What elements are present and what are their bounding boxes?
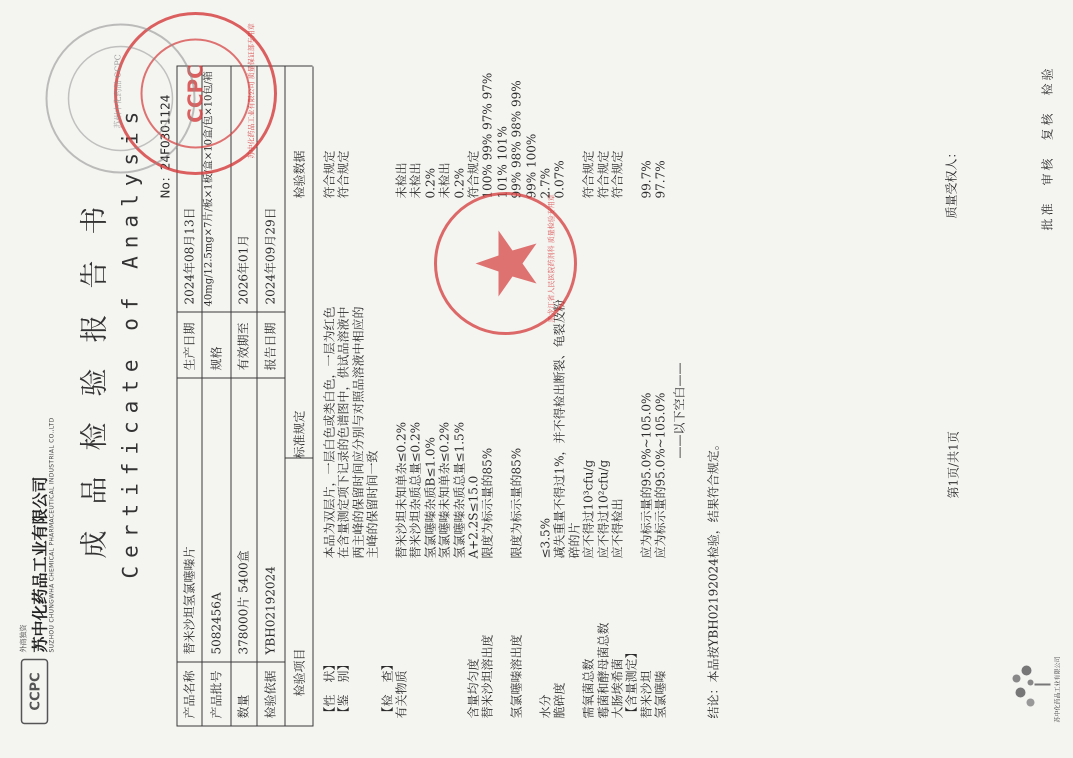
row-result: 0.2% (451, 167, 466, 198)
row-standard: 限度为标示量的85% (480, 447, 495, 558)
row-result: 符合规定 (322, 149, 336, 198)
svg-text:CCPC: CCPC (183, 63, 207, 123)
row-item: 大肠埃希菌 (610, 657, 624, 718)
mfg-date: 2024年08月13日 (182, 206, 196, 304)
row-result: 99% 98% 98% 99% (509, 79, 524, 198)
row-result: 0.07% (552, 159, 567, 198)
conclusion: 结论：本品按YBH02192024检验，结果符合规定。 (706, 437, 720, 718)
expiry-date: 2026年01月 (236, 234, 250, 304)
company-name-en: SUZHOU CHUNGWHA CHEMICAL PHARMACEUTICAL INDUSTRIAL CO.,LTD (48, 416, 55, 652)
row-standard: 碎的片 (566, 521, 581, 558)
basis-value: YBH02192024 (263, 565, 277, 654)
gray-seal-text: 苏州中化药品 CCPC (113, 53, 122, 128)
row-item: 有关物质 (394, 669, 408, 718)
gray-seal (40, 18, 200, 178)
row-standard: 氢氯噻嗪未知单杂≤0.2% (437, 421, 452, 558)
quantity-label: 数量 (236, 693, 250, 718)
spec-value: 40mg/12.5mg×7片/板×1板/盒×10盒/包×10包/箱 (203, 70, 214, 306)
report-date: 2024年09月29日 (263, 206, 277, 304)
row-item: 氢氯噻嗪 (653, 669, 668, 718)
row-standard: 减失重量不得过1%，并不得检出断裂、龟裂及粉 (552, 298, 567, 558)
red-seal-big-text: 苏中化药品工业有限公司 质量保证部专用章 (247, 22, 255, 158)
row-result: 未检出 (408, 161, 423, 198)
row-item: 替米沙坦溶出度 (480, 633, 495, 718)
report-number: No：24F0301124 (158, 94, 172, 198)
row-result: 未检出 (394, 161, 408, 198)
row-item: 需氧菌总数 (581, 657, 596, 718)
bottom-logo-text: 苏中化药品工业有限公司 (1054, 655, 1061, 722)
red-seal-small-text: 黑龙江省人民医院药剂科 质量检验专用章 (547, 193, 555, 322)
header-result: 检验数据 (292, 149, 306, 198)
row-result: 99.7% (638, 159, 653, 198)
header-standard: 标准规定 (292, 409, 306, 458)
row-result: 2.7% (538, 167, 552, 198)
row-result: 99% 100% (523, 133, 538, 198)
row-result: 符合规定 (581, 149, 596, 198)
row-standard: 氢氯噻嗪杂质总量≤1.5% (451, 421, 466, 558)
company-logo (20, 658, 48, 724)
basis-label: 检验依据 (263, 669, 277, 718)
qa-label: 质量受权人： (944, 145, 958, 218)
batch-number: 5082456A (209, 591, 223, 654)
row-standard: 应不得检出 (610, 497, 624, 558)
row-standard: 应为标示量的95.0%~105.0% (653, 392, 668, 558)
batch-label: 产品批号 (209, 669, 223, 718)
mfg-date-label: 生产日期 (182, 321, 196, 370)
row-standard: 应不得过10³cfu/g (581, 459, 596, 558)
row-item: 霉菌和酵母菌总数 (595, 621, 610, 718)
expiry-label: 有效期至 (236, 321, 250, 370)
row-result: 未检出 (437, 161, 452, 198)
row-item: 含量均匀度 (466, 657, 480, 718)
title-en: Certificate of Analysis (118, 103, 142, 578)
product-name-label: 产品名称 (182, 669, 196, 718)
row-item: 【检 查】 (379, 657, 394, 718)
row-result: 符合规定 (336, 149, 351, 198)
report-date-label: 报告日期 (263, 321, 277, 370)
row-result: 100% 99% 97% 97% (480, 72, 495, 198)
product-name: 替米沙坦氢氯噻嗪片 (182, 545, 196, 654)
row-standard: 应为标示量的95.0%~105.0% (638, 392, 653, 558)
row-item: 【含量测定】 (624, 645, 639, 718)
row-standard: 本品为双层片，一层白色或类白色，一层为红色 (322, 305, 336, 558)
approvals-line: 批准 审核 复核 检验 (1040, 64, 1054, 230)
company-tag: 外商独资 (19, 624, 27, 652)
row-result: 0.2% (422, 167, 437, 198)
row-standard: 氢氯噻嗪杂质B≤1.0% (422, 436, 437, 558)
bottom-logo (1004, 642, 1064, 722)
row-standard: 应不得过10²cfu/g (595, 459, 610, 558)
row-standard: ≤3.5% (538, 517, 552, 558)
row-standard: 两主峰的保留时间应分别与对照品溶液中相应的 (350, 305, 365, 558)
row-result: 101% 101% (494, 125, 509, 198)
row-item: 【性 状】 (322, 657, 336, 718)
header-item: 检验项目 (292, 647, 306, 696)
row-result: 符合规定 (466, 149, 480, 198)
row-standard: 在含量测定项下记录的色谱图中，供试品溶液中 (336, 305, 351, 558)
page-number: 第1页/共1页 (946, 430, 960, 498)
row-standard: 限度为标示量的85% (509, 447, 524, 558)
row-result: 符合规定 (610, 149, 624, 198)
row-item: 脆碎度 (552, 681, 567, 718)
title-cn: 成品检验报告书 (77, 179, 110, 558)
row-item: 水分 (538, 693, 552, 718)
quantity-value: 378000片 5400盒 (236, 549, 250, 654)
row-result: 符合规定 (595, 149, 610, 198)
row-standard: A+2.2S≤15.0 (466, 475, 480, 558)
row-result: 97.7% (653, 159, 668, 198)
row-item: 替米沙坦 (638, 669, 653, 718)
row-standard: 主峰的保留时间一致 (365, 449, 380, 558)
spec-label: 规格 (209, 345, 223, 370)
row-item: 氢氯噻嗪溶出度 (509, 633, 524, 718)
company-name: 苏中化药品工业有限公司 (30, 475, 49, 652)
red-seal-small (430, 188, 580, 338)
svg-text:CCPC: CCPC (28, 671, 43, 711)
end-marker: ——以下空白—— (672, 361, 686, 458)
row-item: 【鉴 别】 (336, 657, 351, 718)
row-standard: 替米沙坦未知单杂≤0.2% (394, 421, 408, 558)
row-standard: 替米沙坦杂质总量≤0.2% (408, 421, 423, 558)
